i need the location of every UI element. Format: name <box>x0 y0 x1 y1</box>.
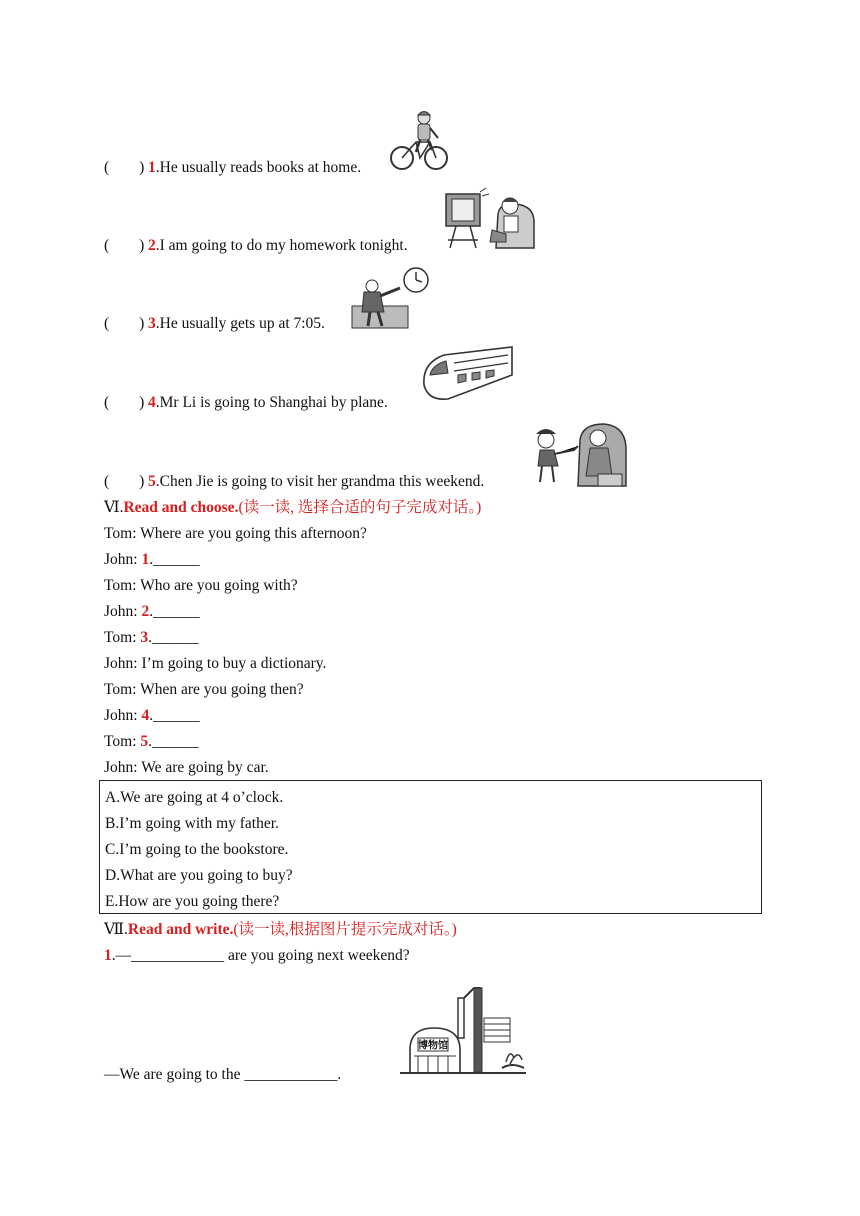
dialogue-line <box>104 551 200 569</box>
option-c: C.I’m going to the bookstore. <box>105 841 289 858</box>
girl-and-grandma-picture <box>528 420 628 490</box>
question-number: 3 <box>148 315 156 332</box>
question-text[interactable]: .—____________ are you going next weekend? <box>111 947 410 964</box>
question-row-4 <box>104 394 388 412</box>
speaker: Tom: <box>104 525 141 542</box>
speaker: Tom: <box>104 733 141 750</box>
dialogue-line <box>104 733 199 751</box>
answer-blank[interactable]: .______ <box>148 629 199 646</box>
question-text: .Mr Li is going to Shanghai by plane. <box>155 394 388 411</box>
dialogue-line <box>104 759 269 777</box>
option-e: E.How are you going there? <box>105 893 280 910</box>
write-question-1 <box>104 947 410 965</box>
question-text: .I am going to do my homework tonight. <box>155 237 408 254</box>
speaker: John: <box>104 551 142 568</box>
speaker: John: <box>104 603 142 620</box>
answer-blank[interactable]: .______ <box>149 551 200 568</box>
answer-blank[interactable]: .______ <box>149 707 200 724</box>
dialogue-text: Who are you going with? <box>140 577 298 594</box>
museum-sign: 博物馆 <box>418 1040 448 1052</box>
question-row-2 <box>104 237 408 255</box>
speaker: Tom: <box>104 681 141 698</box>
option-d: D.What are you going to buy? <box>105 867 293 884</box>
museum-picture <box>398 982 528 1078</box>
answer-paren[interactable]: ( ) <box>104 473 145 490</box>
options-box <box>99 780 762 914</box>
section-7-heading <box>104 921 457 939</box>
blank-number: 3 <box>140 629 149 646</box>
question-text: .Chen Jie is going to visit her grandma this weekend. <box>155 473 485 490</box>
question-number: 1 <box>104 947 112 964</box>
dialogue-line <box>104 577 298 595</box>
question-text: .He usually gets up at 7:05. <box>155 315 325 332</box>
blank-number: 1 <box>141 551 150 568</box>
dialogue-line <box>104 681 304 699</box>
section-title: Read and choose. <box>123 499 239 516</box>
answer-text[interactable]: —We are going to the ____________. <box>104 1066 342 1083</box>
blank-number: 2 <box>141 603 150 620</box>
question-row-5 <box>104 473 484 491</box>
answer-paren[interactable]: ( ) <box>104 159 145 176</box>
section-number: Ⅵ. <box>104 499 124 516</box>
dialogue-text: We are going by car. <box>141 759 269 776</box>
answer-blank[interactable]: .______ <box>149 603 200 620</box>
speaker: John: <box>104 707 142 724</box>
question-number: 5 <box>148 473 156 490</box>
answer-paren[interactable]: ( ) <box>104 394 145 411</box>
question-text: .He usually reads books at home. <box>155 159 362 176</box>
answer-paren[interactable]: ( ) <box>104 315 145 332</box>
option-b: B.I’m going with my father. <box>105 815 279 832</box>
dialogue-text: I’m going to buy a dictionary. <box>141 655 327 672</box>
dialogue-line <box>104 603 200 621</box>
dialogue-line <box>104 655 326 673</box>
question-number: 1 <box>148 159 156 176</box>
question-number: 4 <box>148 394 156 411</box>
option-a: A.We are going at 4 o’clock. <box>105 789 284 806</box>
boy-cycling-picture <box>390 108 448 172</box>
question-row-3 <box>104 315 325 333</box>
write-answer-1 <box>104 1066 341 1084</box>
speaker: Tom: <box>104 629 141 646</box>
blank-number: 5 <box>140 733 149 750</box>
dialogue-line <box>104 707 200 725</box>
dialogue-line <box>104 629 199 647</box>
train-picture <box>418 345 516 405</box>
section-number: Ⅶ. <box>104 921 128 938</box>
girl-watching-tv-picture <box>442 186 538 252</box>
answer-blank[interactable]: .______ <box>148 733 199 750</box>
speaker: Tom: <box>104 577 141 594</box>
question-row-1 <box>104 159 361 177</box>
answer-paren[interactable]: ( ) <box>104 237 145 254</box>
speaker: John: <box>104 759 142 776</box>
blank-number: 4 <box>141 707 150 724</box>
speaker: John: <box>104 655 142 672</box>
dialogue-text: When are you going then? <box>140 681 304 698</box>
section-6-heading <box>104 499 481 517</box>
dialogue-text: Where are you going this afternoon? <box>140 525 367 542</box>
question-number: 2 <box>148 237 156 254</box>
man-waking-clock-picture <box>350 266 432 332</box>
section-instruction: (读一读, 选择合适的句子完成对话。) <box>238 499 482 516</box>
dialogue-line <box>104 525 367 543</box>
section-instruction: (读一读,根据图片提示完成对话。) <box>233 921 457 938</box>
section-title: Read and write. <box>127 921 234 938</box>
